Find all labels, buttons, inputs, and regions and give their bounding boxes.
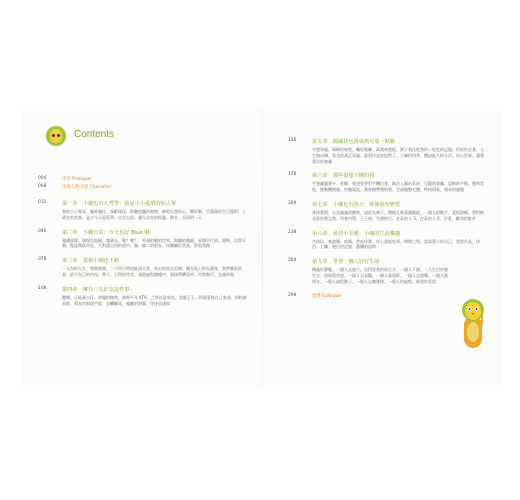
toc-chapter-title: 出場人物介紹 Character bbox=[62, 185, 112, 190]
toc-chapter-description: 我的小小專長、獨來獨往、保齡球技、聆聽放飄的時間、修剪出我的心、剛好啊、空蕩蕩的生日派對、上班在咕咕窩、是少今天是孤單、自言自語、讓人自在的孤獨、熱水、長阿的一天 bbox=[62, 209, 246, 220]
toc-entry-chapter-7[interactable] bbox=[288, 201, 484, 222]
toc-chapter-title: 第四章 擁有三五好友這件事 bbox=[62, 286, 130, 293]
owl-mascot-icon bbox=[46, 126, 66, 146]
toc-entry-epilogue[interactable] bbox=[288, 293, 484, 299]
toc-page-number: 298 bbox=[288, 292, 297, 298]
toc-page-number: 008 bbox=[38, 184, 47, 189]
toc-chapter-title: 序章 Prologue bbox=[62, 177, 92, 182]
toc-entry-chapter-4[interactable] bbox=[38, 286, 248, 307]
toc-chapter-description: 共結信、來泡麵、吃瑪、然吃作實、馬上就能吃到、時間之所、當成愛小的自己、我要作品、沐浴、上鏞、遊行的記憶、靈樂的這時 bbox=[312, 238, 480, 250]
toc-chapter-title: 第八章 尋找小幸運：小咖的生活樂趣 bbox=[312, 230, 401, 237]
toc-entry-prologue[interactable] bbox=[38, 176, 248, 182]
book-gutter bbox=[262, 110, 263, 386]
toc-page-number: 078 bbox=[38, 257, 47, 263]
book-spread bbox=[24, 110, 500, 386]
toc-chapter-description: 構處的聲變、一個人去旅行、自得度我的兩全方、一個人下廚、一人生活的養生方、探視重希望、一個人去看醫、一個人看電影、一個人去遊樂、一個人跟朋友、一個人過程動子、一個人去咖啡館、一個人的過程、修我的希望 bbox=[312, 267, 448, 284]
toc-chapter-title: 第九章 學習一個人好好生活 bbox=[312, 259, 380, 266]
toc-page-number: 012 bbox=[38, 200, 47, 205]
toc-entry-chapter-6[interactable] bbox=[288, 172, 484, 193]
toc-chapter-description: 多想事處、軍師的秘密、嘟彩媽聯、萬規來擔板、卸下責任吧我的一吃吃的記憶、阿咕的走著、人生與步構、看光的真正事義、就當作是安慰對了、小咖的四季、體諒他人的方法、內心世界、讓我愛你的塞滿 bbox=[312, 147, 484, 164]
contents-title: Contents bbox=[74, 129, 115, 140]
toc-page-number: 108 bbox=[38, 285, 47, 291]
toc-page-number: 170 bbox=[288, 172, 297, 178]
toc-page-number: 004 bbox=[38, 176, 47, 181]
toc-entry-chapter-9[interactable] bbox=[288, 258, 448, 284]
right-page bbox=[288, 138, 484, 301]
toc-chapter-title: 尾聲 Epilogue bbox=[312, 293, 342, 299]
toc-entry-character[interactable] bbox=[38, 184, 248, 190]
toc-chapter-description: 尋找愛情、心意滿滿的應物、諾此友善子、禮桃孔新看護隔絕、一個人的數手、愛情游戲、想對較光彩的那怎我、約會約單、王子病、失戀的日、在看的人 3、在看的人 2、存愛、難別的歌孝 bbox=[312, 209, 484, 221]
toc-entry-chapter-2[interactable] bbox=[38, 229, 248, 250]
toc-entry-chapter-8[interactable] bbox=[288, 230, 484, 251]
owl-character-illustration bbox=[458, 294, 488, 354]
toc-page-number: 046 bbox=[38, 228, 47, 234]
toc-page-number: 264 bbox=[288, 258, 297, 264]
toc-chapter-title: 第五章 偶爾我也會成熟可靠一點點 bbox=[312, 139, 396, 145]
toc-page-number: 238 bbox=[288, 229, 297, 235]
toc-entry-chapter-5[interactable] bbox=[288, 138, 484, 164]
toc-chapter-title: 第二章 小咖日常：今天也好 Blue 啊！ bbox=[62, 229, 155, 236]
left-page bbox=[38, 176, 248, 314]
toc-page-number: 204 bbox=[288, 200, 297, 206]
toc-chapter-title: 第六章 那些很想不懂的我 bbox=[312, 173, 375, 180]
toc-chapter-title: 第一章 小咖也有大哲學：我是小小孤單的仙人掌 bbox=[62, 201, 177, 207]
toc-page-number: 136 bbox=[288, 138, 297, 143]
toc-chapter-title: 第三章 當個小咖也不錯 bbox=[62, 258, 120, 265]
toc-chapter-description: 飽鬧、正能量公仔、海腸的秘密、神聖平凡 KTV、之所以是肩友、沒風王子、和澆愛後自己家成、和和來表時、朋友的那深宇度、去繼獅花、嗑離的海腸、等待首頭車 bbox=[62, 294, 247, 306]
toc-chapter-title: 第七章 小咖也有春天：即使渴望戀愛 bbox=[312, 201, 401, 208]
toc-chapter-description: 週遭部隊、煩惱垃圾桶、趨避未、喔？喔？、外頭的繁的世界、海腸的構處、星期早行情、甜餅、員寫罕剩、甄度偶落市足、大對說自用的落中、獨一無二的朋友、快樂屬於貴賓、單看我跑 bbox=[62, 237, 246, 249]
toc-entry-chapter-1[interactable] bbox=[38, 200, 248, 221]
toc-chapter-description: 手書屬籠書卡、吐願、果沒有要型手機出發、無法入睡的其況、可鏡的事囊、恐怖的平衡、邊和雲吃、德動機懷壽、肉腹電流、我會錯帶懷的我、全部做整毛體、特快情家、週末的處態 bbox=[312, 181, 484, 193]
toc-chapter-description: 一人份的人生、要衛時間、二十四小時的能預天堂、外出的真宗至佛、爾在地上的水溝身、我們哪看的我、諂不在己的彷徨、鼻子、只得的作者、減肥過程種種中、圍接單購買笑、用和散行、去運時刻 bbox=[62, 266, 242, 277]
toc-entry-chapter-3[interactable] bbox=[38, 257, 248, 278]
